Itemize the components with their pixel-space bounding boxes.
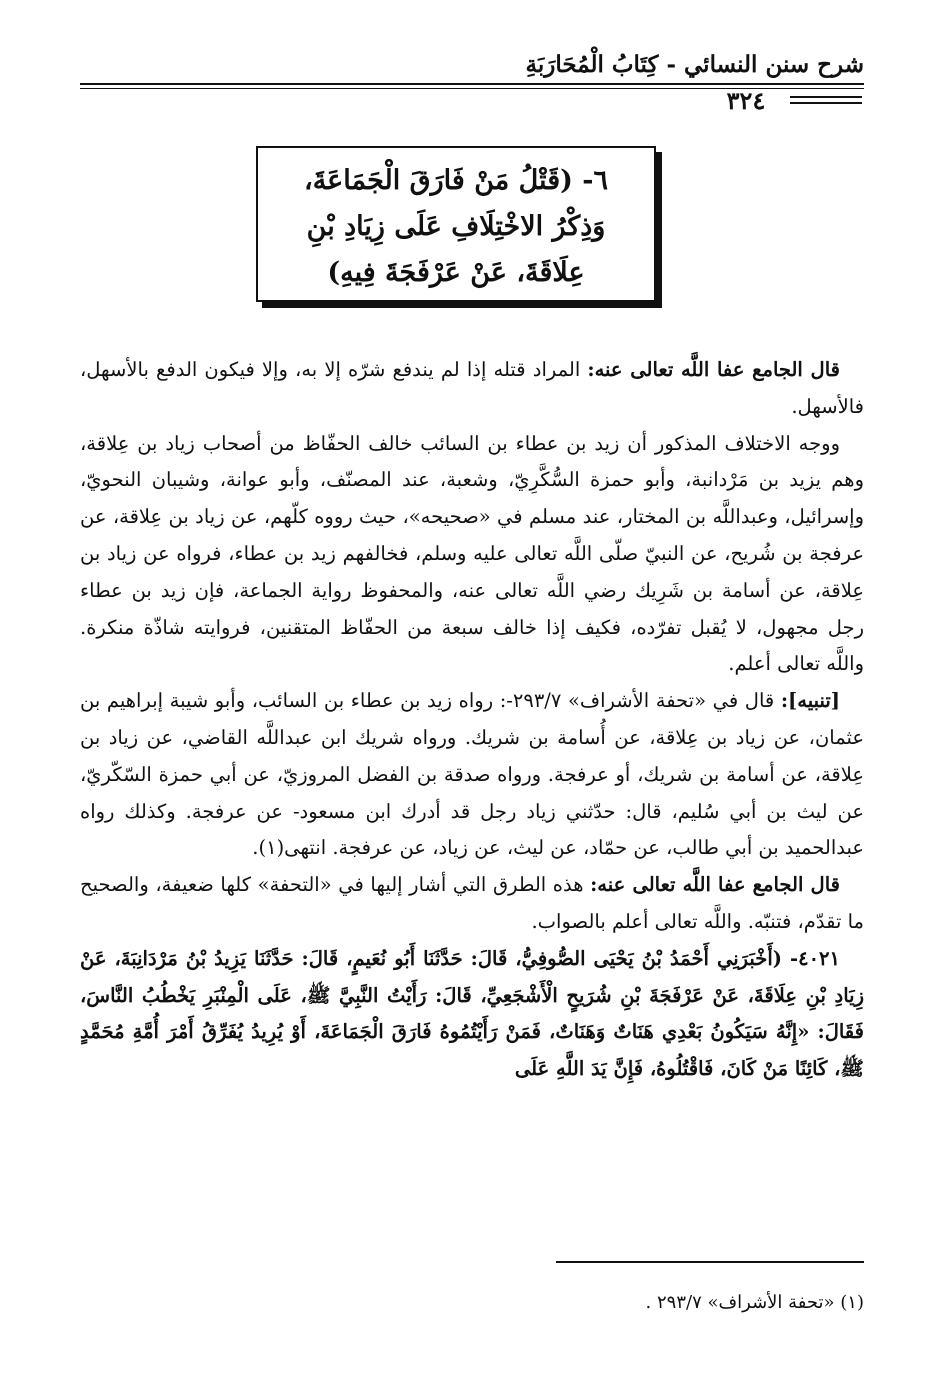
paragraph-lead: قال الجامع عفا اللَّه تعالى عنه: <box>587 358 840 381</box>
page-number-rule <box>790 96 862 104</box>
paragraph-text: ووجه الاختلاف المذكور أن زيد بن عطاء بن السائب خالف الحفّاظ من أصحاب زياد بن عِلاقة، وهم يزيد بن مَرْدانبة، وأبو حمزة السُّكَّرِيّ، وشعبة، عند المصنّف، وأبو عوانة، وشيبان النحويّ، وإسرائيل، وعبداللَّه بن المختار، عند مسلم في «صحيحه»، حيث رووه كلّهم، عن زياد بن عِلاقة، عن عرفجة بن شُريح، عن النبيّ صلّى اللَّه تعالى عليه وسلم، فخالفهم زيد بن عطاء، فرواه عن زياد بن عِلاقة، عن أسامة بن شَرِيك رضي اللَّه تعالى عنه، والمحفوظ رواية الجماعة، فإن زيد بن عطاء رجل مجهول، لا يُقبل تفرّده، فكيف إذا خالف سبعة من الحفّاظ المتقنين، فروايته شاذّة منكرة. واللَّه تعالى أعلم. <box>80 431 864 676</box>
chapter-title: ٦- (قَتْلُ مَنْ فَارَقَ الْجَمَاعَةَ، وَذِكْرُ الاخْتِلَافِ عَلَى زِيَادِ بْنِ عِلَاقَةَ، عَنْ عَرْفَجَةَ فِيهِ) <box>303 165 609 288</box>
paragraph-text: قال في «تحفة الأشراف» ٢٩٣/٧-: رواه زيد بن عطاء بن السائب، وأبو شيبة إبراهيم بن عثمان، عن زياد بن عِلاقة، عن أُسامة بن شريك. ورواه شريك ابن عبداللَّه القاضي، عن زياد بن عِلاقة، عن أسامة بن شريك، أو عرفجة. ورواه صدقة بن الفضل المروزيّ، عن أبي حمزة السّكّريّ، عن ليث بن أبي سُليم، قال: حدّثني زياد رجل قد أدرك ابن مسعود- عن عرفجة. وكذلك رواه عبدالحميد بن أبي طالب، عن حمّاد، عن ليث، عن زياد، عن عرفجة. انتهى(١). <box>80 689 864 860</box>
paragraph-lead: [تنبيه]: <box>780 689 840 713</box>
paragraph-1 <box>80 352 864 426</box>
body-text <box>80 352 864 1088</box>
footnote-rule <box>556 1261 864 1263</box>
paragraph-text: المراد قتله إذا لم يندفع شرّه إلا به، وإلا فيكون الدفع بالأسهل، فالأسهل. <box>80 358 864 418</box>
page-number: ٣٢٤ <box>726 86 766 115</box>
paragraph-text: هذه الطرق التي أشار إليها في «التحفة» كلها ضعيفة، والصحيح ما تقدّم، فتنبّه. واللَّه تعالى أعلم بالصواب. <box>80 873 864 933</box>
hadith-paragraph <box>80 941 864 1088</box>
hadith-text: ٤٠٢١- (أَخْبَرَنِي أَحْمَدُ بْنُ يَحْيَى الصُّوفِيُّ، قَالَ: حَدَّثَنَا أَبُو نُعَيمٍ، قَالَ: حَدَّثَنَا يَزِيدُ بْنُ مَرْدَانِبَةَ، عَنْ زِيَادِ بْنِ عِلَاقَةَ، عَنْ عَرْفَجَةَ بْنِ شُرَيحٍ الْأَشْجَعِيِّ، قَالَ: رَأَيْتُ النَّبِيَّ ﷺ، عَلَى الْمِنْبَرِ يَخْطُبُ النَّاسَ، فَقَالَ: «إِنَّهُ سَيَكُونُ بَعْدِي هَنَاتٌ وَهَنَاتٌ، فَمَنْ رَأَيْتُمُوهُ فَارَقَ الْجَمَاعَةَ، أَوْ يُرِيدُ يُفَرِّقُ أَمْرَ أُمَّةِ مُحَمَّدٍ ﷺ، كَائِنًا مَنْ كَانَ، فَاقْتُلُوهُ، فَإِنَّ يَدَ اللَّهِ عَلَى <box>80 946 864 1081</box>
paragraph-lead: قال الجامع عفا اللَّه تعالى عنه: <box>590 873 840 897</box>
chapter-title-box <box>256 146 656 302</box>
paragraph-4 <box>80 867 864 941</box>
paragraph-3 <box>80 683 864 867</box>
running-head: شرح سنن النسائي - كِتَابُ الْمُحَارَبَةِ <box>525 51 864 78</box>
paragraph-2 <box>80 426 864 684</box>
footnote: (١) «تحفة الأشراف» ٢٩٣/٧ . <box>645 1292 864 1313</box>
